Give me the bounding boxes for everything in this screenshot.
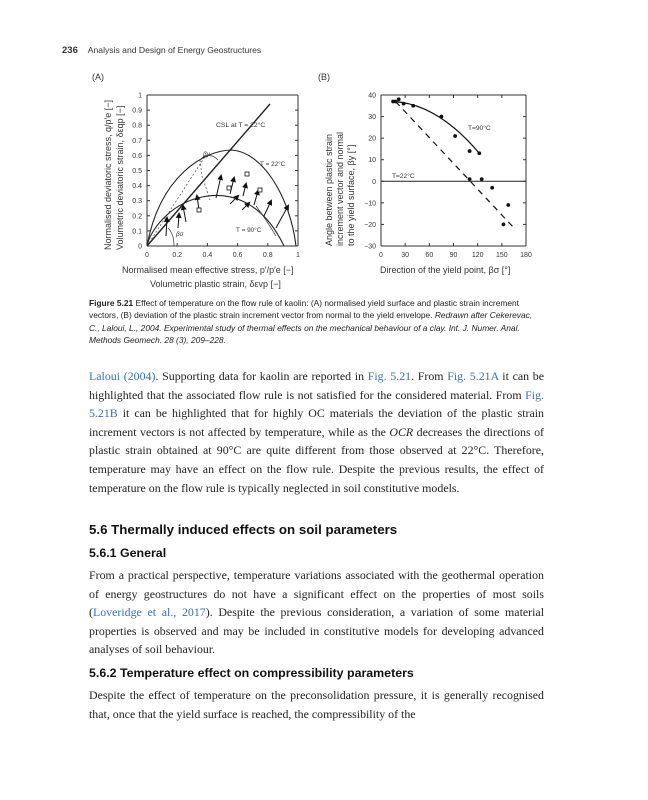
y-tick-label: 1 (138, 92, 142, 100)
panel-a-ylabel-2: Volumetric deviatoric strain, δεqp [−] (115, 105, 125, 250)
data-point (402, 102, 406, 106)
text-run: ). Despite the previous consideration, a variation of some material properties is observed and may be included in constitutive models for developing advanced analyses of soil behaviour. (89, 605, 545, 657)
trend-22c (396, 101, 515, 228)
y-tick-label: −10 (364, 200, 376, 208)
panel-b-ylabel-3: to the yield surface, βy [°] (346, 144, 356, 246)
running-title: Analysis and Design of Energy Geostructures (87, 45, 262, 55)
x-tick-label: 180 (520, 252, 532, 259)
text-run: From a practical perspective, temperature variations associated with the geothermal operation of energy geostructures do not have a significant effect on the properties of most soils ( (89, 568, 544, 620)
caption-source: Redrawn after Cekerevac, C., Laloui, L., 2004. Experimental study of thermal effects on the mechanical behaviour of a clay. Int. J. Numer. Anal. Methods Geomech. 28 (3), 209–228. (89, 310, 533, 345)
caption-label: Figure 5.21 (89, 298, 134, 308)
panel-b-label: (B) (318, 72, 330, 82)
ref-link-loveridge[interactable]: Loveridge et al., 2017 (92, 605, 206, 620)
t22-label-a: T = 22°C (260, 161, 286, 168)
text-run: it can be highlighted that for highly OC materials the deviation of the plastic strain increment vectors is not affected by temperature, while as the (89, 406, 544, 439)
data-point (480, 177, 484, 181)
yield-point-marker (245, 172, 249, 176)
x-tick-label: 120 (471, 252, 484, 259)
x-tick-label: 0.8 (262, 252, 273, 259)
vector-arrow (264, 201, 271, 216)
data-point (468, 149, 472, 153)
page-number: 236 (62, 45, 78, 56)
data-point (490, 186, 494, 190)
vector-arrow (276, 206, 288, 228)
t22-label-b: T=22°C (392, 173, 415, 180)
y-tick-label: 0 (138, 243, 142, 251)
data-point (506, 203, 510, 207)
section-5-6-heading: 5.6 Thermally induced effects on soil parameters (89, 522, 398, 537)
y-tick-label: 0.3 (132, 198, 142, 206)
y-tick-label: 30 (368, 114, 376, 122)
yield-point-marker (227, 186, 231, 190)
text-run: it can be highlighted that the associated flow rule is not satisfied for the considered material. From (89, 369, 545, 402)
data-point (468, 177, 472, 181)
x-tick-label: 30 (401, 252, 410, 259)
panel-a-xlabel-1: Normalised mean effective stress, p′/p′e [−] (122, 265, 294, 275)
text-run: . Supporting data for kaolin are reported in (155, 369, 368, 383)
text-run: . From (411, 369, 448, 383)
panel-a-axes (147, 95, 298, 246)
yield-point-marker (258, 188, 262, 192)
panel-a-label: (A) (92, 72, 104, 82)
fig-link-5-21a[interactable]: Fig. 5.21A (447, 369, 499, 383)
ref-link-laloui[interactable]: Laloui (2004) (89, 369, 156, 383)
y-tick-label: −20 (364, 221, 376, 229)
y-tick-label: 0.1 (132, 228, 142, 236)
y-tick-label: 0.4 (132, 183, 142, 191)
vector-arrow (254, 191, 258, 205)
vector-arrow (243, 184, 246, 196)
y-tick-label: 0 (372, 178, 376, 186)
x-tick-label: 0.2 (172, 252, 183, 259)
x-tick-label: 60 (425, 252, 434, 259)
x-tick-label: 0 (379, 252, 383, 259)
data-point (397, 97, 401, 101)
vector-arrow (242, 203, 249, 210)
data-point (502, 223, 506, 227)
vector-arrow (216, 176, 221, 198)
yield-point-marker (197, 208, 201, 212)
beta-y-label: βy (203, 151, 210, 158)
x-tick-label: 0 (145, 252, 149, 259)
x-tick-label: 90 (449, 252, 458, 259)
caption-text: Effect of temperature on the flow rule of kaolin: (A) normalised yield surface and plastic strain increment vectors, (B) deviation of the plastic strain increment vector from normal to the yield envelope. (89, 298, 519, 321)
y-tick-label: 0.2 (132, 213, 142, 221)
y-tick-label: 10 (368, 157, 376, 165)
vector-arrow (166, 218, 167, 236)
beta-sigma-label: βσ (176, 231, 184, 238)
fig-link-5-21b[interactable]: Fig. 5.21B (89, 387, 544, 421)
csl-label: CSL at T = 22°C (216, 122, 266, 129)
y-tick-label: 20 (368, 135, 376, 143)
x-tick-label: 1 (296, 252, 300, 259)
t90-label-b: T=90°C (468, 125, 491, 132)
y-tick-label: 40 (368, 92, 376, 100)
scatter-points (391, 97, 510, 226)
figure-caption (89, 297, 544, 346)
data-point (453, 134, 457, 138)
fig-link-5-21[interactable]: Fig. 5.21 (367, 369, 412, 383)
vector-arrow (183, 206, 186, 222)
panel-a-xlabel-2: Volumetric plastic strain, δεvp [−] (150, 279, 281, 289)
panel-a-xticks (145, 243, 300, 259)
x-tick-label: 150 (495, 252, 508, 259)
ocr-term: OCR (389, 424, 414, 439)
yield-curve-90c (147, 196, 284, 246)
t90-label-a: T = 90°C (236, 227, 262, 234)
y-tick-label: 0.5 (132, 168, 142, 175)
panel-b-yticks (364, 93, 526, 251)
paragraph-flow-rule (89, 367, 544, 497)
paragraph-compressibility: Despite the effect of temperature on the preconsolidation pressure, it is generally recognised that, once that the yield surface is reached, the compressibility of the (89, 688, 544, 721)
paragraph-general (89, 566, 544, 659)
section-5-6-2-heading: 5.6.2 Temperature effect on compressibility parameters (89, 666, 414, 680)
panel-b-xlabel: Direction of the yield point, βσ [°] (380, 265, 511, 275)
data-point (477, 151, 481, 155)
panel-b-ylabel-1: Angle between plastic strain (324, 133, 334, 246)
beta-sigma-arc (168, 228, 174, 246)
y-tick-label: −30 (364, 243, 376, 251)
y-tick-label: 0.8 (132, 122, 142, 130)
plastic-strain-vectors (166, 176, 288, 236)
panel-b-ylabel-2: increment vector and normal (335, 131, 345, 246)
vector-arrow (178, 214, 179, 228)
y-tick-label: 0.7 (132, 137, 142, 145)
x-tick-label: 0.4 (202, 252, 213, 259)
section-5-6-1-heading: 5.6.1 General (89, 546, 167, 560)
data-point (440, 115, 444, 119)
y-tick-label: 0.9 (132, 107, 142, 115)
data-point (411, 104, 415, 108)
y-tick-label: 0.6 (132, 152, 142, 160)
x-tick-label: 0.6 (232, 252, 243, 259)
text-run: decreases the directions of plastic strain obtained at 90°C are quite different from those observed at 22°C. Therefore, temperature may have an effect on the flow rule. Despite the previous results, the effect of temperature on the flow rule is typically neglected in soil constitutive models. (89, 424, 545, 495)
panel-a-ylabel-1: Normalised deviatoric stress, q/p′e [−] (103, 100, 113, 250)
data-point (394, 100, 398, 104)
figure-5-21 (0, 0, 648, 295)
